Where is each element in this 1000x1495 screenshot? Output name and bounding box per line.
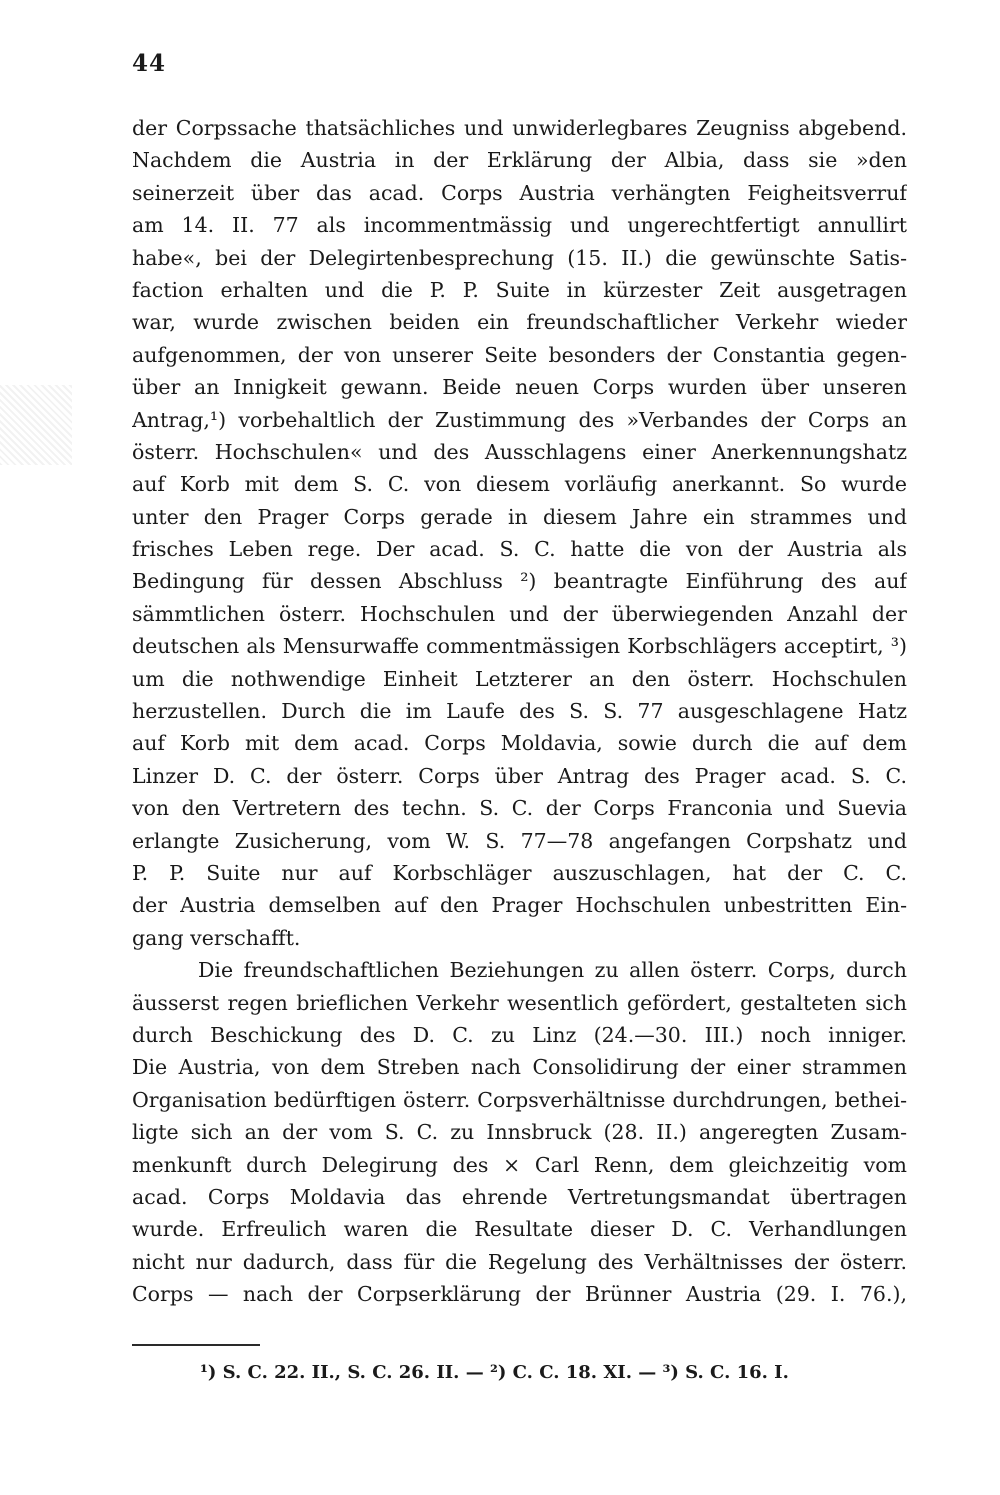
text-line: menkunft durch Delegirung des × Carl Renn, dem gleichzeitig vom <box>132 1152 907 1177</box>
text-line: Nachdem die Austria in der Erklärung der Albia, dass sie »den <box>132 148 907 173</box>
body-text <box>132 112 907 1310</box>
text-line: frisches Leben rege. Der acad. S. C. hatte die von der Austria als <box>132 537 907 562</box>
scan-margin-artifact <box>0 385 72 465</box>
text-line: ligte sich an der vom S. C. zu Innsbruck (28. II.) angeregten Zusam- <box>132 1120 907 1145</box>
text-line: aufgenommen, der von unserer Seite besonders der Constantia gegen- <box>132 342 907 367</box>
text-line: Corps — nach der Corpserklärung der Brünner Austria (29. I. 76.), <box>132 1282 907 1307</box>
text-line: habe«, bei der Delegirtenbesprechung (15. II.) die gewünschte Satis- <box>132 245 907 270</box>
paragraph-start-line: Die freundschaftlichen Beziehungen zu allen österr. Corps, durch <box>198 958 907 983</box>
text-line: sämmtlichen österr. Hochschulen und der überwiegenden Anzahl der <box>132 601 907 626</box>
text-line: faction erhalten und die P. P. Suite in kürzester Zeit ausgetragen <box>132 277 907 302</box>
text-line: deutschen als Mensurwaffe commentmässigen Korbschlägers acceptirt, ³) <box>132 634 907 659</box>
text-line: nicht nur dadurch, dass für die Regelung des Verhältnisses der österr. <box>132 1249 907 1274</box>
text-line: Organisation bedürftigen österr. Corpsverhältnisse durchdrungen, bethei- <box>132 1087 907 1112</box>
text-line: acad. Corps Moldavia das ehrende Vertretungsmandat übertragen <box>132 1184 907 1209</box>
text-line: um die nothwendige Einheit Letzterer an den österr. Hochschulen <box>132 666 907 691</box>
text-line: auf Korb mit dem acad. Corps Moldavia, sowie durch die auf dem <box>132 731 907 756</box>
text-line: P. P. Suite nur auf Korbschläger auszuschlagen, hat der C. C. <box>132 860 907 885</box>
text-line: am 14. II. 77 als incommentmässig und ungerechtfertigt annullirt <box>132 213 907 238</box>
text-line: Bedingung für dessen Abschluss ²) beantragte Einführung des auf <box>132 569 907 594</box>
text-line: Die Austria, von dem Streben nach Consolidirung der einer strammen <box>132 1055 907 1080</box>
text-line: wurde. Erfreulich waren die Resultate dieser D. C. Verhandlungen <box>132 1217 907 1242</box>
text-line: durch Beschickung des D. C. zu Linz (24.—30. III.) noch inniger. <box>132 1022 907 1047</box>
text-line: Antrag,¹) vorbehaltlich der Zustimmung des »Verbandes der Corps an <box>132 407 907 432</box>
text-line: der Corpssache thatsächliches und unwiderlegbares Zeugniss abgebend. <box>132 116 907 140</box>
footnotes: ¹) S. C. 22. II., S. C. 26. II. — ²) C. C. 18. XI. — ³) S. C. 16. I. <box>200 1362 789 1383</box>
text-line: auf Korb mit dem S. C. von diesem vorläufig anerkannt. So wurde <box>132 472 907 497</box>
text-line: der Austria demselben auf den Prager Hochschulen unbestritten Ein- <box>132 893 907 918</box>
text-line: seinerzeit über das acad. Corps Austria verhängten Feigheitsverruf <box>132 180 907 205</box>
text-line: äusserst regen brieflichen Verkehr wesentlich gefördert, gestalteten sich <box>132 990 907 1015</box>
text-line: herzustellen. Durch die im Laufe des S. S. 77 ausgeschlagene Hatz <box>132 699 907 724</box>
text-line: erlangte Zusicherung, vom W. S. 77—78 angefangen Corpshatz und <box>132 828 907 853</box>
footnote-divider <box>132 1344 260 1346</box>
paragraph-end-line: gang verschafft. <box>132 925 301 950</box>
text-line: über an Innigkeit gewann. Beide neuen Corps wurden über unseren <box>132 375 907 400</box>
text-line: Linzer D. C. der österr. Corps über Antrag des Prager acad. S. C. <box>132 763 907 788</box>
text-line: war, wurde zwischen beiden ein freundschaftlicher Verkehr wieder <box>132 310 907 335</box>
page-number: 44 <box>132 50 167 77</box>
text-line: von den Vertretern des techn. S. C. der Corps Franconia und Suevia <box>132 796 907 821</box>
text-line: österr. Hochschulen« und des Ausschlagens einer Anerkennungshatz <box>132 439 907 464</box>
text-line: unter den Prager Corps gerade in diesem Jahre ein strammes und <box>132 504 907 529</box>
